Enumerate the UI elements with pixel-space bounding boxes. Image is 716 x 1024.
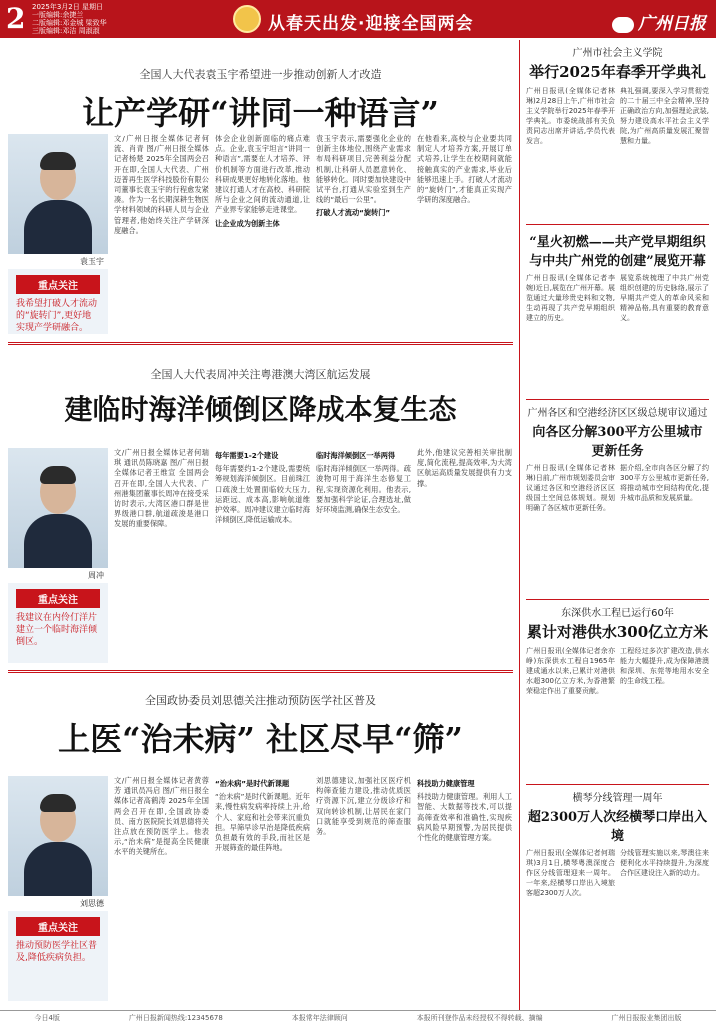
body-column: 广州日报讯(全媒体记者余亦峥)东深供水工程自1965年建成通水以来,已累计对港供水超300亿立方米,为香港繁荣稳定作出了重要贡献。 [526,647,615,695]
paragraph: 文/广州日报全媒体记者黄蓉芳 通讯员冯启 图/广州日报全媒体记者高鹤涛 2025年全国两会召开在即,全国政协委员、南方医院院长刘思德将关注点放在预防医学上。他表示,“治未病”是提高全民健康水平的关键所在。 [114,776,209,857]
body-column: 广州日报讯(全媒体记者李婉)近日,展览在广州开幕。展览通过大量珍贵史料和文物,生动再现了共产党早期组织建立的历史。 [526,274,615,322]
body-column [215,776,310,1001]
subheading: 科技助力健康管理 [417,779,475,788]
portrait-photo [8,448,108,568]
paragraph: “治未病”是时代新课题。近年来,慢性病发病率持续上升,给个人、家庭和社会带来沉重负担。早筛早诊早治是降低疾病负担最有效的手段,而社区是开展筛查的最佳阵地。 [215,792,310,853]
body-column [114,134,209,334]
brief-headline: “星火初燃——共产党早期组织与中共广州党的创建”展览开幕 [529,235,706,269]
masthead-meta [32,3,107,35]
article-body [114,134,512,334]
body-column: 典礼强调,要深入学习贯彻党的二十届三中全会精神,坚持正确政治方向,加强理论武装,努力建设高水平社会主义学院,为广州高质量发展汇聚智慧和力量。 [620,87,709,145]
footer-item: 广州日报报业集团出版 [611,1013,682,1022]
page-number: 2 [6,2,26,35]
paragraph: 每年需要约1-2个建设,需要统筹规划海洋倾倒区。目前珠江口疏浚土处置面临较大压力,运距远、成本高,影响航道维护效率。周冲建议建立临时海洋倾倒区,降低运输成本。 [215,464,310,525]
editor-line: 一版编辑:余捷兰 [32,11,84,19]
footer-item: 本报所刊登作品未经授权不得转载、摘编 [416,1013,543,1022]
paragraph: 文/广州日报全媒体记者何流、肖青 图/广州日报全媒体记者杨楚 2025年全国两会召开在即,全国人大代表、广州迈普再生医学科技股份有限公司董事长袁玉宇的行程愈发紧凑。作为一名长期深耕生物医学材料领域的科研人员与企业管理者,他始终关注产学研深度融合。 [114,134,209,235]
body-column: 广州日报讯(全媒体记者何瑞琪)3月1日,横琴粤澳深度合作区分线管理迎来一周年。一年来,经横琴口岸出入境旅客超2300万人次。 [526,849,615,897]
focus-quote: 我希望打破人才流动的“旋转门”,更好地实现产学研融合。 [16,299,98,333]
body-column: 据介绍,全市向各区分解了约300平方公里城市更新任务,将推动城市空间结构优化,提升城市品质和发展质量。 [620,464,709,502]
body-column: 工程经过多次扩建改造,供水能力大幅提升,成为保障港澳和深圳、东莞等地用水安全的生命线工程。 [620,647,709,685]
brief-headline: 向各区分解300平方公里城市更新任务 [532,425,703,459]
portrait-panel [8,134,108,334]
body-column: 展览系统梳理了中共广州党组织创建的历史脉络,展示了早期共产党人的革命风采和精神品格,具有重要的教育意义。 [620,274,709,322]
article-zhou-chong [8,348,513,668]
body-column [417,448,512,663]
focus-title: 重点关注 [16,275,100,294]
brief-article [526,400,709,600]
paragraph: 科技助力健康管理。利用人工智能、大数据等技术,可以提高筛查效率和准确性,实现疾病风险早期预警,为居民提供个性化的健康管理方案。 [417,792,512,843]
body-column [316,134,411,334]
body-column: 广州日报讯(全媒体记者林琳)日前,广州市规划委员会审议通过各区和空港经济区区级国土空间总体规划。规划明确了各区城市更新任务。 [526,464,615,512]
article-body [114,448,512,663]
paragraph: 刘思德建议,加强社区医疗机构筛查能力建设,推动优质医疗资源下沉,建立分级诊疗和双向转诊机制,让居民在家门口就能享受到规范的筛查服务。 [316,776,411,837]
article-kicker: 全国政协委员刘思德关注推动预防医学社区普及 [145,694,376,707]
body-column [417,776,512,1001]
portrait-photo [8,776,108,896]
brand-name: 广州日报 [638,14,706,34]
photo-caption: 刘思德 [8,896,108,911]
body-column [417,134,512,334]
subheading: 临时海洋倾倒区一举两得 [316,451,396,460]
paragraph: 体会企业创新面临的痛点难点。企业,袁玉宇坦言“讲同一种语言”,需要在人才培养、评价机制等方面进行改革,推动科研成果更好地转化落地。他建议打通人才在高校、科研院所与企业之间的流动通道,让产业界专家能够走进课堂。 [215,134,310,215]
brief-headline: 累计对港供水300亿立方米 [526,623,709,641]
brief-article [526,600,709,785]
brief-headline: 举行2025年春季开学典礼 [529,63,706,81]
article-body [114,776,512,1001]
brief-kicker: 广州市社会主义学院 [572,48,663,59]
focus-quote: 推动预防医学社区普及,降低疾病负担。 [16,941,98,963]
brief-body [526,86,709,146]
photo-caption: 周冲 [8,568,108,583]
portrait-photo [8,134,108,254]
editor-line: 三版编辑:邓洁 周淑淑 [32,27,100,35]
brief-article [526,225,709,400]
body-column [114,448,209,663]
body-column [114,776,209,1001]
subheading: “治未病”是时代新课题 [215,779,290,788]
issue-date: 2025年3月2日 星期日 [32,3,103,11]
focus-title: 重点关注 [16,917,100,936]
body-column: 广州日报讯(全媒体记者林琳)2月28日上午,广州市社会主义学院举行2025年春季开学典礼。市委统战部有关负责同志出席并讲话,学员代表发言。 [526,87,615,145]
brief-kicker: 东深供水工程已运行60年 [561,608,674,619]
article-headline: 建临时海洋倾倒区降成本复生态 [64,393,457,426]
article-headline: 让产学研“讲同一种语言” [82,94,439,132]
brand-logo-icon [612,17,634,33]
section-divider [8,670,513,673]
subheading: 让企业成为创新主体 [215,218,280,228]
paragraph: 袁玉宇表示,需要强化企业的创新主体地位,围绕产业需求布局科研项目,完善利益分配机制,让科研人员愿意转化、能够转化。同时要加快建设中试平台,打通从实验室到生产线的“最后一公里”。 [316,134,411,205]
subheading: 打破人才流动“旋转门” [316,208,391,218]
article-yuan-yuyu [8,40,513,340]
footer-item: 广州日报新闻热线:12345678 [128,1013,223,1022]
brief-article [526,40,709,225]
paragraph: 临时海洋倾倒区一举两得。疏浚物可用于海洋生态修复工程,实现资源化利用。他表示,要加强科学论证,合理选址,做好环境监测,确保生态安全。 [316,464,411,515]
brief-article [526,785,709,1000]
newspaper-brand [612,9,706,34]
article-liu-side [8,676,513,1006]
brief-body [526,273,709,323]
brief-kicker: 广州各区和空港经济区区级总规审议通过 [527,408,708,419]
portrait-panel [8,448,108,663]
article-kicker: 全国人大代表袁玉宇希望进一步推动创新人才改造 [139,68,382,81]
footer-item: 本报常年法律顾问 [291,1013,348,1022]
body-column [316,776,411,1001]
sidebar-column [519,40,709,1010]
national-emblem-icon [233,5,261,33]
editor-line: 二版编辑:邓金城 梁致华 [32,19,107,27]
photo-caption: 袁玉宇 [8,254,108,269]
page-footer [0,1010,716,1024]
subheading: 每年需要1-2个建设 [215,451,279,460]
portrait-panel [8,776,108,1001]
footer-item: 今日4版 [34,1013,60,1022]
brief-body [526,848,709,898]
body-column [316,448,411,663]
focus-title: 重点关注 [16,589,100,608]
section-divider [8,342,513,345]
brief-kicker: 横琴分线管理一周年 [572,793,663,804]
focus-quote: 我建议在内伶仃洋片建立一个临时海洋倾倒区。 [16,613,98,647]
paragraph: 在他看来,高校与企业要共同制定人才培养方案,开展订单式培养,让学生在校期间就能接触真实的产业需求,毕业后能够迅速上手。打破人才流动的“旋转门”,才能真正实现产学研的深度融合。 [417,134,512,205]
paragraph: 文/广州日报全媒体记者何瑞琪 通讯员陈晓嘉 图/广州日报全媒体记者王维宣 全国两会召开在即,全国人大代表、广州港集团董事长周冲在接受采访时表示,大湾区港口群是世界级港口群,航道疏浚是港口发展的重要保障。 [114,448,209,529]
paragraph: 此外,他建议完善相关审批制度,简化流程,提高效率,为大湾区航运高质量发展提供有力支撑。 [417,448,512,488]
body-column [215,134,310,334]
section-title: 从春天出发·迎接全国两会 [268,14,474,34]
brief-headline: 超2300万人次经横琴口岸出入境 [527,810,708,844]
article-kicker: 全国人大代表周冲关注粤港澳大湾区航运发展 [150,368,371,381]
brief-body [526,463,709,513]
masthead [0,0,716,38]
article-headline: 上医“治未病” 社区尽早“筛” [58,720,463,758]
body-column: 分线管理实施以来,琴澳往来便利化水平持续提升,为深度合作区建设注入新的动力。 [620,849,709,877]
body-column [215,448,310,663]
brief-body [526,646,709,696]
